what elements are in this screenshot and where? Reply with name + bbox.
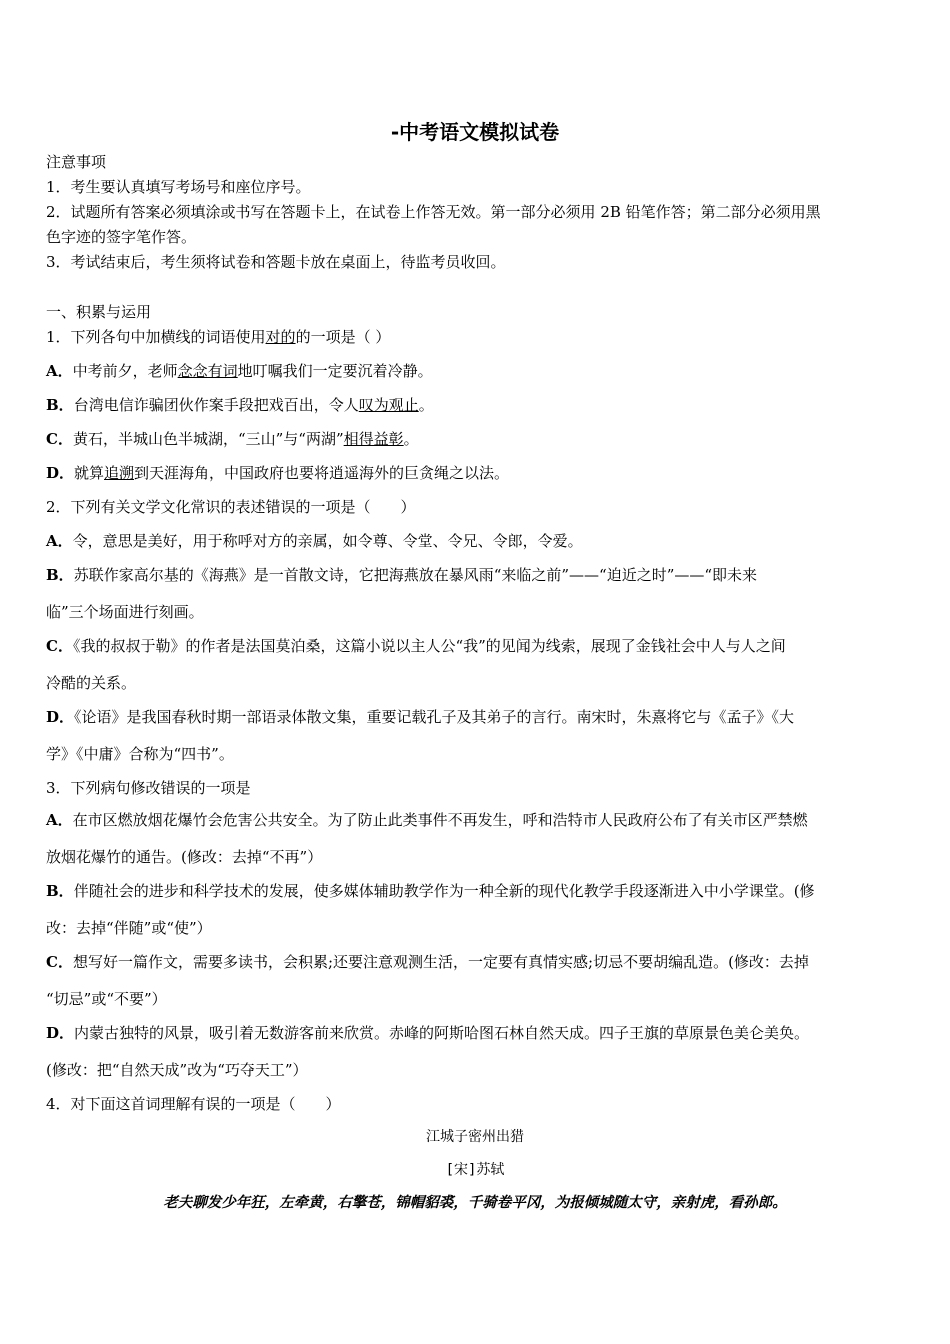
option-text: 到天涯海角，中国政府也要将逍遥海外的巨贪绳之以法。 [134,464,510,482]
q1-option-d [46,463,910,483]
option-text: 苏联作家高尔基的《海燕》是一首散文诗，它把海燕放在暴风雨“来临之前”——“迫近之时”——“即未来 [73,566,758,584]
option-label: A． [46,362,73,380]
underlined-term: 念念有词 [177,362,238,380]
q3-option-c [46,952,910,972]
option-text: 想写好一篇作文，需要多读书，会积累;还要注意观测生活，一定要有真情实感;切忌不要胡编乱造。(修改：去掉 [72,953,809,971]
q2-option-c-cont: 冷酷的关系。 [46,674,137,692]
q3-option-d [46,1023,910,1043]
q1-stem-pre: 1．下列各句中加横线的词语使用 [46,328,266,346]
q2-option-b [46,565,910,585]
notice-item-2a: 2．试题所有答案必须填涂或书写在答题卡上，在试卷上作答无效。第一部分必须用 2B 铅笔作答；第二部分必须用黑 [46,203,821,221]
option-text: 就算 [74,464,105,482]
q1-option-a [46,361,910,381]
option-label: D． [46,708,75,726]
option-label: B． [46,882,74,900]
option-text: 台湾电信诈骗团伙作案手段把戏百出，令人 [73,396,359,414]
q2-option-c [46,636,910,656]
option-label: C． [46,637,73,655]
option-text: 中考前夕，老师 [72,362,178,380]
q3-option-d-cont: (修改：把“自然天成”改为“巧夺天工”） [46,1061,308,1079]
q3-option-b [46,881,910,901]
underlined-term: 相得益彰 [343,430,404,448]
notice-item-1: 1．考生要认真填写考场号和座位序号。 [46,178,311,196]
q1-option-b [46,395,910,415]
q1-stem-post: 的一项是（ ） [295,328,391,346]
option-text: 伴随社会的进步和科学技术的发展，使多媒体辅助教学作为一种全新的现代化教学手段逐渐进入中小学课堂。(修 [73,882,815,900]
option-label: C． [46,953,73,971]
option-text: 在市区燃放烟花爆竹会危害公共安全。为了防止此类事件不再发生，呼和浩特市人民政府公布了有关市区严禁燃 [72,811,808,829]
option-text: 内蒙古独特的风景，吸引着无数游客前来欣赏。赤峰的阿斯哈图石林自然天成。四子王旗的草原景色美仑美奂。 [74,1024,810,1042]
section-heading: 一、积累与运用 [46,303,152,321]
option-text: 令，意思是美好，用于称呼对方的亲属，如令尊、令堂、令兄、令郎，令爱。 [72,532,583,550]
poem-line: 老夫聊发少年狂，左牵黄，右擎苍，锦帽貂裘，千骑卷平冈，为报倾城随太守，亲射虎，看孙郎。 [163,1194,787,1211]
notice-item-3: 3．考试结束后，考生须将试卷和答题卡放在桌面上，待监考员收回。 [46,253,506,271]
option-label: D． [46,464,75,482]
q2-stem: 2．下列有关文学文化常识的表述错误的一项是（ ） [46,498,416,516]
underlined-term: 追溯 [104,464,135,482]
option-text: 。 [418,396,434,414]
underlined-term: 叹为观止 [358,396,419,414]
q2-option-b-cont: 临”三个场面进行刻画。 [46,603,204,621]
option-text: 《论语》是我国春秋时期一部语录体散文集，重要记载孔子及其弟子的言行。南宋时，朱熹将它与《孟子》《大 [74,708,795,726]
q1-option-c [46,429,910,449]
q3-stem: 3．下列病句修改错误的一项是 [46,779,251,797]
option-label: B． [46,396,74,414]
option-label: B． [46,566,74,584]
page-title: -中考语文模拟试卷 [390,120,560,144]
option-label: D． [46,1024,75,1042]
option-label: A． [46,532,73,550]
q2-option-d-cont: 学》《中庸》合称为“四书”。 [46,745,234,763]
poem-author: [宋]苏轼 [445,1162,505,1178]
notice-heading: 注意事项 [46,153,107,171]
option-text: 。 [403,430,419,448]
q3-option-b-cont: 改：去掉“伴随”或“使”） [46,919,212,937]
q2-option-a [46,531,910,551]
q3-option-a-cont: 放烟花爆竹的通告。(修改：去掉“不再”） [46,848,323,866]
option-text: 黄石，半城山色半城湖，“三山”与“两湖” [72,430,344,448]
q2-option-d [46,707,910,727]
q4-stem: 4．对下面这首词理解有误的一项是（ ） [46,1095,341,1113]
q1-stem [46,327,910,347]
option-text: 地叮嘱我们一定要沉着冷静。 [237,362,433,380]
option-label: A． [46,811,73,829]
option-text: 《我的叔叔于勒》的作者是法国莫泊桑，这篇小说以主人公“我”的见闻为线索，展现了金钱社会中人与人之间 [72,637,786,655]
q3-option-a [46,810,910,830]
poem-title: 江城子密州出猎 [426,1129,524,1145]
q3-option-c-cont: “切忌”或“不要”） [46,990,167,1008]
notice-item-2b: 色字迹的签字笔作答。 [46,228,197,246]
q1-stem-underlined: 对的 [265,328,296,346]
option-label: C． [46,430,73,448]
